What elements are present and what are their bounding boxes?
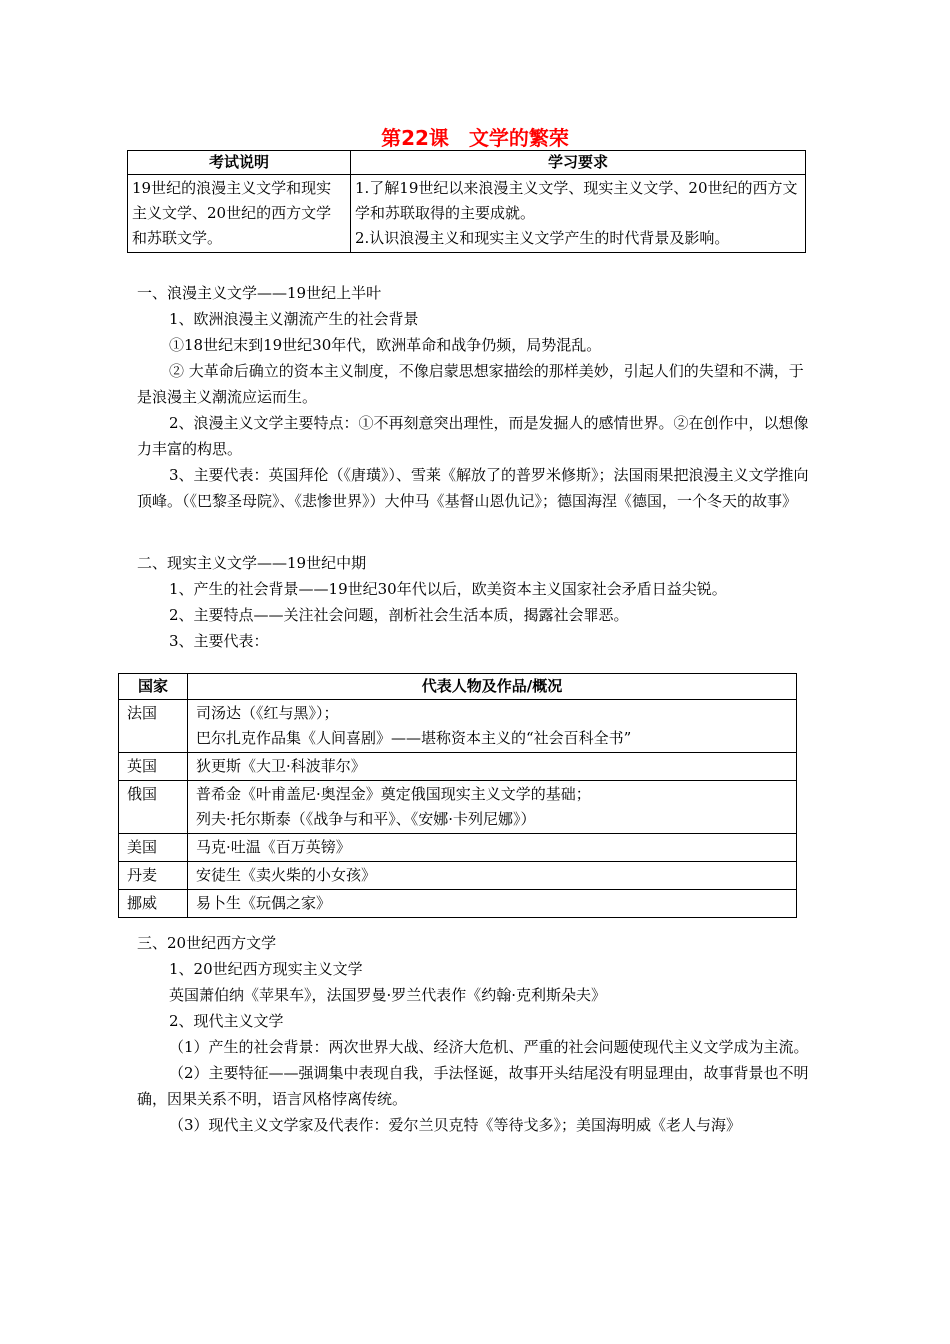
work-line: 普希金《叶甫盖尼·奥涅金》奠定俄国现实主义文学的基础； xyxy=(196,785,591,803)
works-cell xyxy=(188,834,797,862)
exam-description-cell: 19世纪的浪漫主义文学和现实主义文学、20世纪的西方文学和苏联文学。 xyxy=(128,175,351,253)
section1-item2: 2、浪漫主义文学主要特点：①不再刻意突出理性，而是发掘人的感情世界。②在创作中，以想像力丰富的构思。 xyxy=(137,414,809,458)
table-row xyxy=(119,753,797,781)
section-romanticism xyxy=(137,280,813,514)
section3-item1: 1、20世纪西方现实主义文学 xyxy=(169,960,363,978)
table-row xyxy=(119,834,797,862)
work-line: 马克·吐温《百万英镑》 xyxy=(196,838,351,856)
header-learning-requirements: 学习要求 xyxy=(351,151,806,175)
section3-item1-text: 英国萧伯纳《苹果车》，法国罗曼·罗兰代表作《约翰·克利斯朵夫》 xyxy=(169,986,607,1004)
table-row xyxy=(119,781,797,834)
section1-item1a: ①18世纪末到19世纪30年代，欧洲革命和战争仍频，局势混乱。 xyxy=(169,336,602,354)
section1-heading: 一、浪漫主义文学——19世纪上半叶 xyxy=(137,284,382,302)
exam-requirements-table xyxy=(127,150,806,253)
section3-heading: 三、20世纪西方文学 xyxy=(137,934,277,952)
lesson-title: 第22课 文学的繁荣 xyxy=(381,126,569,150)
section1-item1b: ② 大革命后确立的资本主义制度，不像启蒙思想家描绘的那样美妙，引起人们的失望和不满，于是浪漫主义潮流应运而生。 xyxy=(137,362,804,406)
section2-heading: 二、现实主义文学——19世纪中期 xyxy=(137,554,367,572)
table-row xyxy=(119,890,797,918)
works-cell xyxy=(188,753,797,781)
section-realism xyxy=(137,550,813,654)
section3-item2b: （2）主要特征——强调集中表现自我，手法怪诞，故事开头结尾没有明显理由，故事背景也不明确，因果关系不明，语言风格悖离传统。 xyxy=(137,1064,809,1108)
country-cell: 法国 xyxy=(119,700,188,753)
work-line: 司汤达（《红与黑》）； xyxy=(196,704,339,722)
section2-item2: 2、主要特点——关注社会问题，剖析社会生活本质，揭露社会罪恶。 xyxy=(169,606,629,624)
header-country: 国家 xyxy=(119,674,188,700)
work-line: 易卜生《玩偶之家》 xyxy=(196,894,332,912)
work-line: 列夫·托尔斯泰（《战争与和平》、《安娜·卡列尼娜》） xyxy=(196,810,536,828)
representatives-table xyxy=(118,673,797,918)
section-20th-century xyxy=(137,930,813,1138)
section1-item3: 3、主要代表：英国拜伦（《唐璜》）、雪莱《解放了的普罗米修斯》；法国雨果把浪漫主义文学推向顶峰。（《巴黎圣母院》、《悲惨世界》）大仲马《基督山恩仇记》；德国海涅《德国，一个冬天的故事》 xyxy=(137,466,809,510)
section2-item1: 1、产生的社会背景——19世纪30年代以后，欧美资本主义国家社会矛盾日益尖锐。 xyxy=(169,580,727,598)
country-cell: 美国 xyxy=(119,834,188,862)
work-line: 巴尔扎克作品集《人间喜剧》——堪称资本主义的“社会百科全书” xyxy=(196,729,632,747)
header-exam-description: 考试说明 xyxy=(128,151,351,175)
country-cell: 丹麦 xyxy=(119,862,188,890)
section2-item3: 3、主要代表： xyxy=(169,632,269,650)
section1-item1: 1、欧洲浪漫主义潮流产生的社会背景 xyxy=(169,310,419,328)
table-row xyxy=(119,862,797,890)
country-cell: 俄国 xyxy=(119,781,188,834)
requirement-1: 1.了解19世纪以来浪漫主义文学、现实主义文学、20世纪的西方文学和苏联取得的主要成就。 xyxy=(355,179,798,222)
header-works: 代表人物及作品/概况 xyxy=(188,674,797,700)
works-cell xyxy=(188,700,797,753)
work-line: 安徒生《卖火柴的小女孩》 xyxy=(196,866,377,884)
learning-requirements-cell xyxy=(351,175,806,253)
country-cell: 挪威 xyxy=(119,890,188,918)
works-cell xyxy=(188,890,797,918)
section3-item2: 2、现代主义文学 xyxy=(169,1012,284,1030)
section3-item2a: （1）产生的社会背景：两次世界大战、经济大危机、严重的社会问题使现代主义文学成为主流。 xyxy=(169,1038,809,1056)
country-cell: 英国 xyxy=(119,753,188,781)
work-line: 狄更斯《大卫·科波菲尔》 xyxy=(196,757,366,775)
table-row xyxy=(119,700,797,753)
section3-item2c: （3）现代主义文学家及代表作：爱尔兰贝克特《等待戈多》；美国海明威《老人与海》 xyxy=(169,1116,742,1134)
works-cell xyxy=(188,862,797,890)
requirement-2: 2.认识浪漫主义和现实主义文学产生的时代背景及影响。 xyxy=(355,229,730,247)
works-cell xyxy=(188,781,797,834)
